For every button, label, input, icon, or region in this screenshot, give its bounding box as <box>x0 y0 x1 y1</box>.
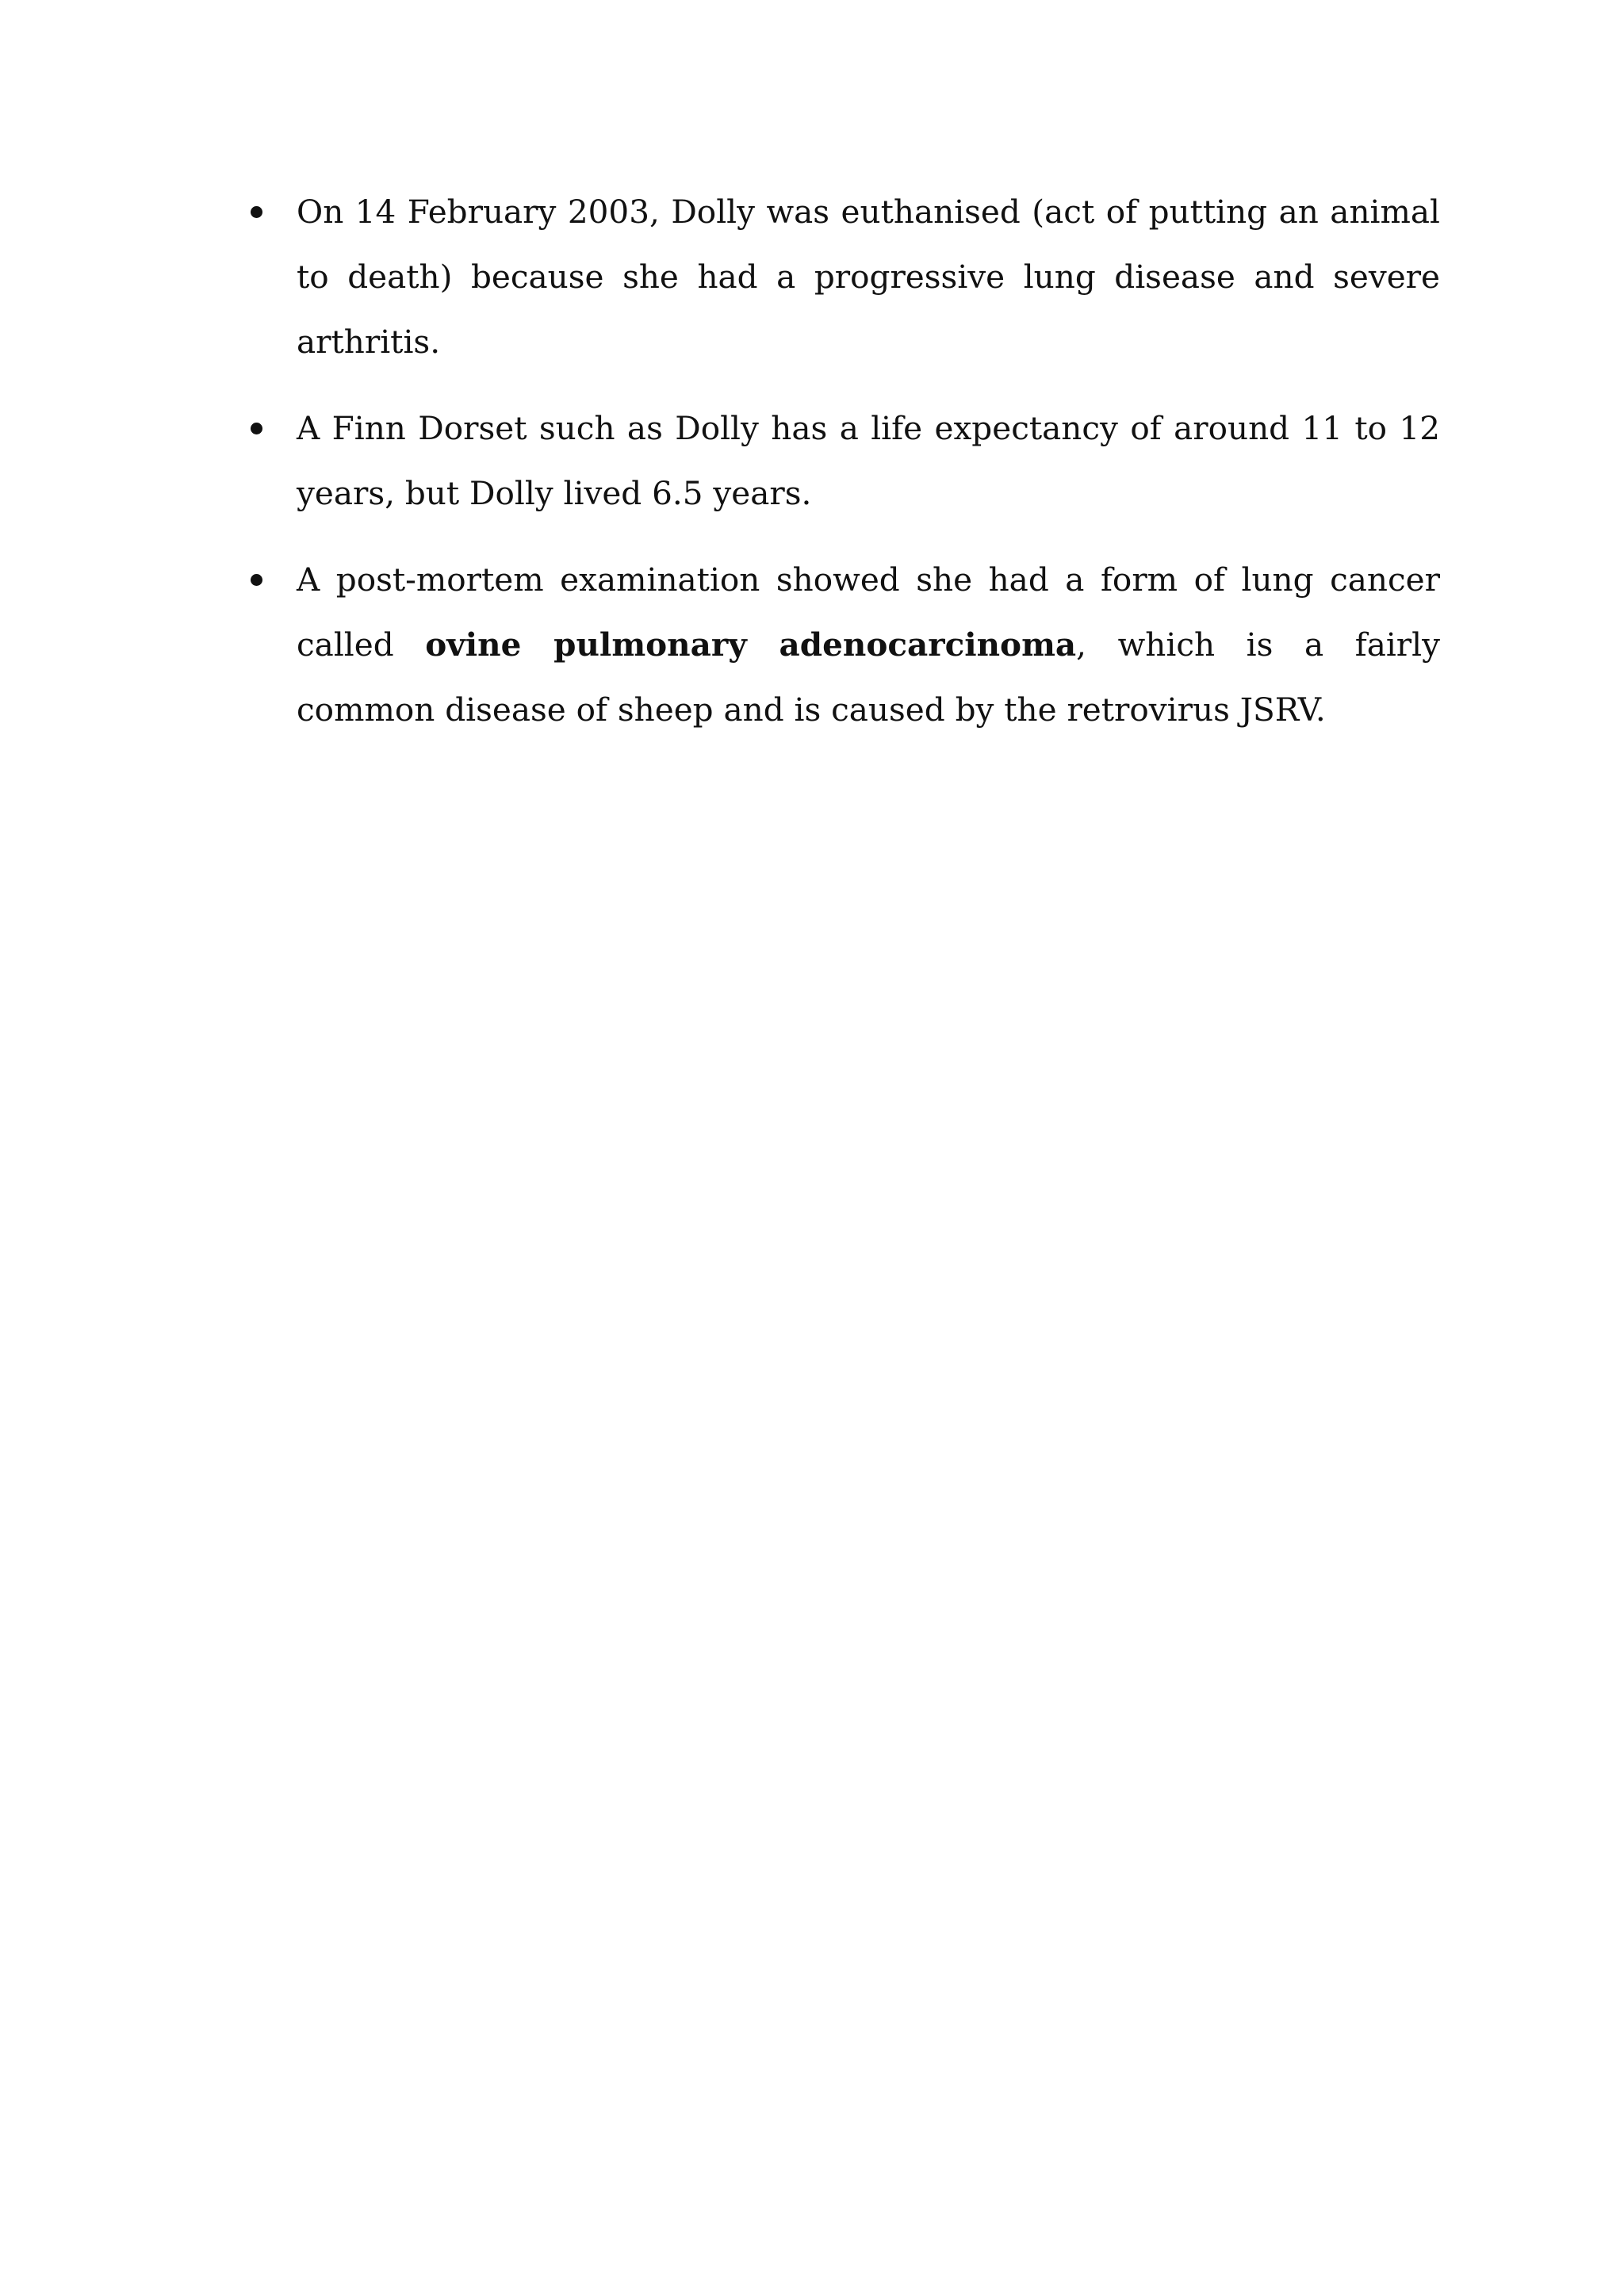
bullet-text-before: A post-mortem examination showed she had a form of lung cancer called <box>297 561 1440 664</box>
bullet-icon <box>251 574 262 586</box>
bullet-text: A Finn Dorset such as Dolly has a life expectancy of around 11 to 12 years, but Dolly lived 6.5 years. <box>297 409 1440 512</box>
bullet-text-after: , which is a fairly common disease of sheep and is caused by the retrovirus JSRV. <box>297 626 1440 729</box>
bullet-item-post-mortem <box>238 547 1440 742</box>
bullet-list <box>238 179 1440 763</box>
bullet-icon <box>251 423 262 434</box>
bold-term: ovine pulmonary adenocarcinoma <box>425 626 1077 664</box>
bullet-item-euthanasia <box>238 179 1440 374</box>
bullet-text: On 14 February 2003, Dolly was euthanised (act of putting an animal to death) because she had a progressive lung disease and severe arthritis. <box>297 193 1440 361</box>
bullet-icon <box>251 206 262 218</box>
bullet-item-life-expectancy <box>238 396 1440 526</box>
